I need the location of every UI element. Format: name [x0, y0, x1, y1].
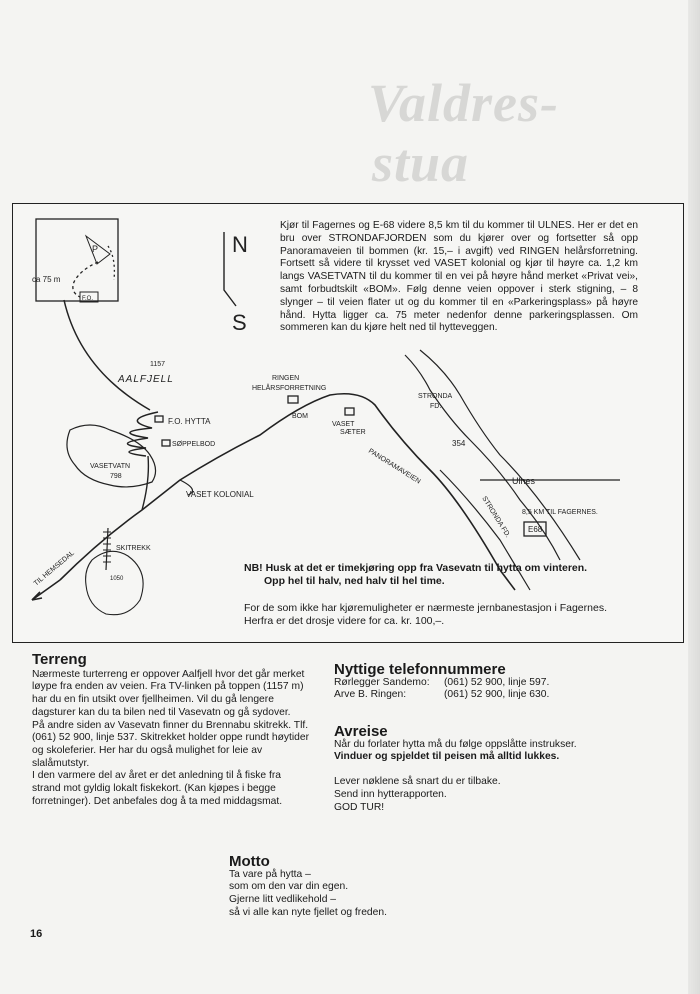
cabin-label: F.O. HYTTA [168, 417, 211, 426]
terreng-paragraph-2: På andre siden av Vasevatn finner du Brennabu skitrekk. Tlf. (061) 52 900, linje 537. Skitrekket holder oppe rundt høytider og skoleferier. Her har du også mulighet for leie av slalåmutstyr. [32, 719, 310, 769]
motto-line: så vi alle kan nyte fjellet og freden. [229, 906, 387, 918]
hemsedal-label: TIL HEMSEDAL [32, 549, 76, 588]
elevation-354: 354 [452, 439, 466, 448]
winter-note [244, 562, 624, 588]
winter-note-line-2: Opp hel til halv, ned halv til hel time. [264, 575, 445, 587]
terreng-title: Terreng [32, 651, 87, 668]
lake-label: VASETVATN [90, 463, 131, 470]
phone-section [334, 661, 654, 702]
departure-line-goodbye: GOD TUR! [334, 801, 385, 813]
directions-text: Kjør til Fagernes og E-68 videre 8,5 km til du kommer til ULNES. Her er det en bru over STRONDAFJORDEN som du kjører over og fortsetter så opp Panoramaveien til bommen (kr. 15,– i avgift) ved RINGEN helårsforretning. Fortsett så videre til krysset ved VASET kolonial og kjør til høyre ca. 1,2 km langs VASETVATN til du kommer til en vei på høyre hånd merket «Privat vei», samt forbudtskilt «BOM». Følg denne veien oppover i sterk stigning, – 8 slynger – til veien flater ut og du kommer til en «Parkeringsplass» på høyre hånd. Hytta ligger ca. 75 meter nedenfor denne parkeringsplassen. Om sommeren kan du kjøre helt ned til hytteveggen. [280, 220, 638, 334]
page-number: 16 [30, 928, 43, 940]
terreng-paragraph-3: I den varmere del av året er det anledning til å fiske fra strand mot gyldig lokalt fiskekort. (Kan kjøpes i begge forretninger). Det anbefales dog å ta med middagsmat. [32, 770, 283, 807]
motto-title: Motto [229, 853, 270, 870]
stronda-label: STRONDA [418, 393, 453, 400]
departure-title: Avreise [334, 723, 388, 740]
phone-title: Nyttige telefonnummere [334, 661, 506, 678]
bleed-through-title: Valdres- [368, 73, 560, 133]
terreng-section [32, 651, 312, 808]
bom-label: BOM [292, 413, 308, 420]
phone-name: Arve B. Ringen: [334, 689, 407, 701]
mountain-label: AALFJELL [118, 374, 174, 385]
ulnes-label: Ulnes [512, 476, 536, 486]
vaset-kolonial-label: VASET KOLONIAL [186, 490, 254, 499]
peak-elevation: 1157 [150, 361, 166, 368]
hill-elevation: 1050 [110, 576, 124, 582]
phone-number: (061) 52 900, linje 630. [444, 689, 550, 701]
e68-label: E68 [528, 525, 543, 534]
bleed-through-title-2: stua [372, 133, 470, 193]
lake-elevation: 798 [110, 473, 122, 480]
motto-section [229, 853, 489, 920]
panorama-road-label: PANORAMAVEIEN [366, 447, 422, 486]
dump-label: SØPPELBOD [172, 441, 216, 448]
motto-line: Gjerne litt vedlikehold – [229, 894, 337, 906]
compass-south: S [232, 310, 247, 335]
phone-row [334, 677, 654, 690]
fagernes-label: 8,5 KM TIL FAGERNES. [522, 509, 598, 516]
motto-line: som om den var din egen. [229, 881, 349, 893]
departure-section [334, 723, 654, 814]
ringen-label: RINGEN [272, 375, 300, 382]
vaset-saeter-label-2: SÆTER [340, 429, 366, 436]
motto-line: Ta vare på hytta – [229, 868, 311, 880]
phone-row [334, 689, 654, 702]
inset-distance-label: ca 75 m [32, 275, 61, 284]
inset-cabin-label: F.O. [82, 296, 94, 302]
winter-note-line-1: NB! Husk at det er timekjøring opp fra Vasevatn til hytta om vinteren. [244, 562, 588, 574]
terreng-paragraph-1: Nærmeste turterreng er oppover Aalfjell hvor det går merket løype fra enden av veien. Fra TV-linken på toppen (1157 m) har du en fin utsikt over fjellheimen. Vil du gå lengere dagsturer kan du ta bilen ned til Vasevatn og gå sydover. [32, 668, 305, 718]
departure-line-report: Send inn hytterapporten. [334, 788, 447, 800]
stronda-lower-label: STRONDA FD. [480, 495, 512, 539]
inset-parking-label: P [92, 244, 99, 254]
railway-note: For de som ikke har kjøremuligheter er nærmeste jernbanestasjon i Fagernes. Herfra er det drosje videre for ca. kr. 100,–. [244, 602, 607, 627]
departure-warning: Vinduer og spjeldet til peisen må alltid lukkes. [334, 751, 560, 763]
compass-north: N [232, 232, 248, 257]
phone-name: Rørlegger Sandemo: [334, 676, 430, 688]
vaset-saeter-label: VASET [332, 421, 355, 428]
stronda-label-2: FD. [430, 403, 442, 410]
departure-instructions: Når du forlater hytta må du følge oppslåtte instrukser. [334, 738, 577, 750]
ringen-store-label: HELÅRSFORRETNING [252, 385, 327, 392]
departure-line-keys: Lever nøklene så snart du er tilbake. [334, 776, 501, 788]
inset-map-box [36, 219, 118, 301]
phone-number: (061) 52 900, linje 597. [444, 676, 550, 688]
skitrekk-label: SKITREKK [116, 545, 151, 552]
